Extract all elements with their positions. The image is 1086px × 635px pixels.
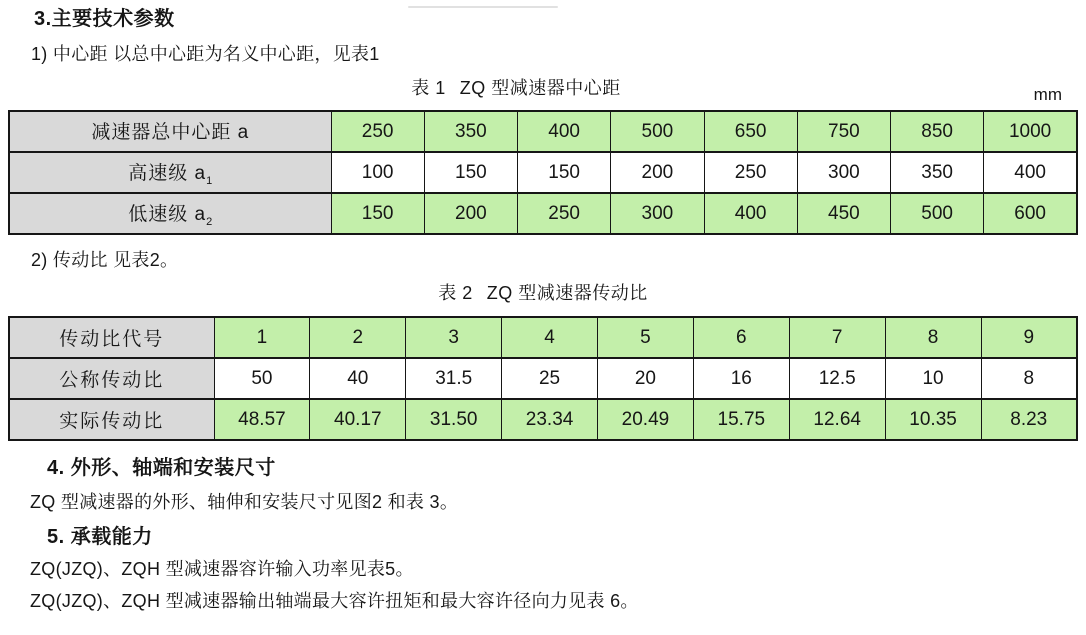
value-cell: 650 <box>704 111 797 152</box>
value-cell: 300 <box>797 152 890 193</box>
table2-row-ratio-code <box>9 317 1077 358</box>
cropped-text-artifact <box>408 6 558 8</box>
value-cell: 6 <box>693 317 789 358</box>
value-cell: 10.35 <box>885 399 981 440</box>
table2-row-nominal-ratio <box>9 358 1077 399</box>
para-torque: ZQ(JZQ)、ZQH 型减速器输出轴端最大容许扭矩和最大容许径向力见表 6。 <box>30 591 639 611</box>
value-cell: 48.57 <box>214 399 310 440</box>
table2-caption-title: ZQ 型减速器传动比 <box>486 283 648 303</box>
table1-caption-row <box>0 75 1086 105</box>
row-label-subscript: 2 <box>206 215 213 228</box>
value-cell: 850 <box>891 111 984 152</box>
table1-unit-label: mm <box>1033 85 1062 104</box>
value-cell: 150 <box>518 152 611 193</box>
value-cell: 7 <box>789 317 885 358</box>
value-cell: 200 <box>424 193 517 234</box>
value-cell: 2 <box>310 317 406 358</box>
table1-caption-prefix: 表 1 <box>411 78 446 98</box>
value-cell: 750 <box>797 111 890 152</box>
row-label: 减速器总中心距 a <box>91 122 250 144</box>
row-label: 高速级 a <box>128 163 207 185</box>
value-cell: 250 <box>704 152 797 193</box>
table1-caption <box>411 75 621 101</box>
row-label-cell <box>9 111 331 152</box>
value-cell: 1 <box>214 317 310 358</box>
row-label-cell <box>9 152 331 193</box>
value-cell: 500 <box>891 193 984 234</box>
value-cell: 40 <box>310 358 406 399</box>
value-cell: 400 <box>518 111 611 152</box>
value-cell: 25 <box>502 358 598 399</box>
value-cell: 100 <box>331 152 424 193</box>
para-power: ZQ(JZQ)、ZQH 型减速器容许输入功率见表5。 <box>30 559 414 579</box>
value-cell: 3 <box>406 317 502 358</box>
value-cell: 4 <box>502 317 598 358</box>
value-cell: 250 <box>518 193 611 234</box>
value-cell: 40.17 <box>310 399 406 440</box>
table2-caption <box>438 280 648 306</box>
row-label-cell: 传动比代号 <box>9 317 214 358</box>
value-cell: 1000 <box>984 111 1077 152</box>
value-cell: 8.23 <box>981 399 1077 440</box>
value-cell: 12.64 <box>789 399 885 440</box>
para-center-distance: 1) 中心距 以总中心距为名义中心距，见表1 <box>31 44 380 64</box>
value-cell: 8 <box>885 317 981 358</box>
table2-transmission-ratio <box>8 316 1078 441</box>
value-cell: 400 <box>704 193 797 234</box>
table1-row-low-speed-stage <box>9 193 1077 234</box>
value-cell: 250 <box>331 111 424 152</box>
row-label-subscript: 1 <box>206 174 213 187</box>
value-cell: 400 <box>984 152 1077 193</box>
para-ratio: 2) 传动比 见表2。 <box>31 250 179 270</box>
value-cell: 150 <box>424 152 517 193</box>
section-heading-3: 3.主要技术参数 <box>34 8 175 30</box>
row-label-cell <box>9 193 331 234</box>
row-label-cell: 公称传动比 <box>9 358 214 399</box>
value-cell: 5 <box>598 317 694 358</box>
table1-caption-title: ZQ 型减速器中心距 <box>459 78 621 98</box>
document-page <box>0 6 1086 635</box>
value-cell: 20 <box>598 358 694 399</box>
value-cell: 500 <box>611 111 704 152</box>
table1-row-high-speed-stage <box>9 152 1077 193</box>
value-cell: 31.5 <box>406 358 502 399</box>
table1-center-distance <box>8 110 1078 235</box>
table2-caption-prefix: 表 2 <box>438 283 473 303</box>
value-cell: 350 <box>424 111 517 152</box>
section-heading-5: 5. 承载能力 <box>47 526 153 548</box>
value-cell: 9 <box>981 317 1077 358</box>
value-cell: 300 <box>611 193 704 234</box>
row-label: 低速级 a <box>128 204 207 226</box>
table2-row-actual-ratio <box>9 399 1077 440</box>
value-cell: 450 <box>797 193 890 234</box>
value-cell: 8 <box>981 358 1077 399</box>
value-cell: 12.5 <box>789 358 885 399</box>
value-cell: 15.75 <box>693 399 789 440</box>
value-cell: 31.50 <box>406 399 502 440</box>
row-label-cell: 实际传动比 <box>9 399 214 440</box>
value-cell: 23.34 <box>502 399 598 440</box>
value-cell: 600 <box>984 193 1077 234</box>
para-dimensions: ZQ 型减速器的外形、轴伸和安装尺寸见图2 和表 3。 <box>30 492 459 512</box>
value-cell: 10 <box>885 358 981 399</box>
value-cell: 20.49 <box>598 399 694 440</box>
section-heading-4: 4. 外形、轴端和安装尺寸 <box>47 457 276 479</box>
value-cell: 50 <box>214 358 310 399</box>
table2-caption-row <box>0 280 1086 306</box>
value-cell: 200 <box>611 152 704 193</box>
table1-row-total-center-distance <box>9 111 1077 152</box>
value-cell: 350 <box>891 152 984 193</box>
value-cell: 150 <box>331 193 424 234</box>
value-cell: 16 <box>693 358 789 399</box>
